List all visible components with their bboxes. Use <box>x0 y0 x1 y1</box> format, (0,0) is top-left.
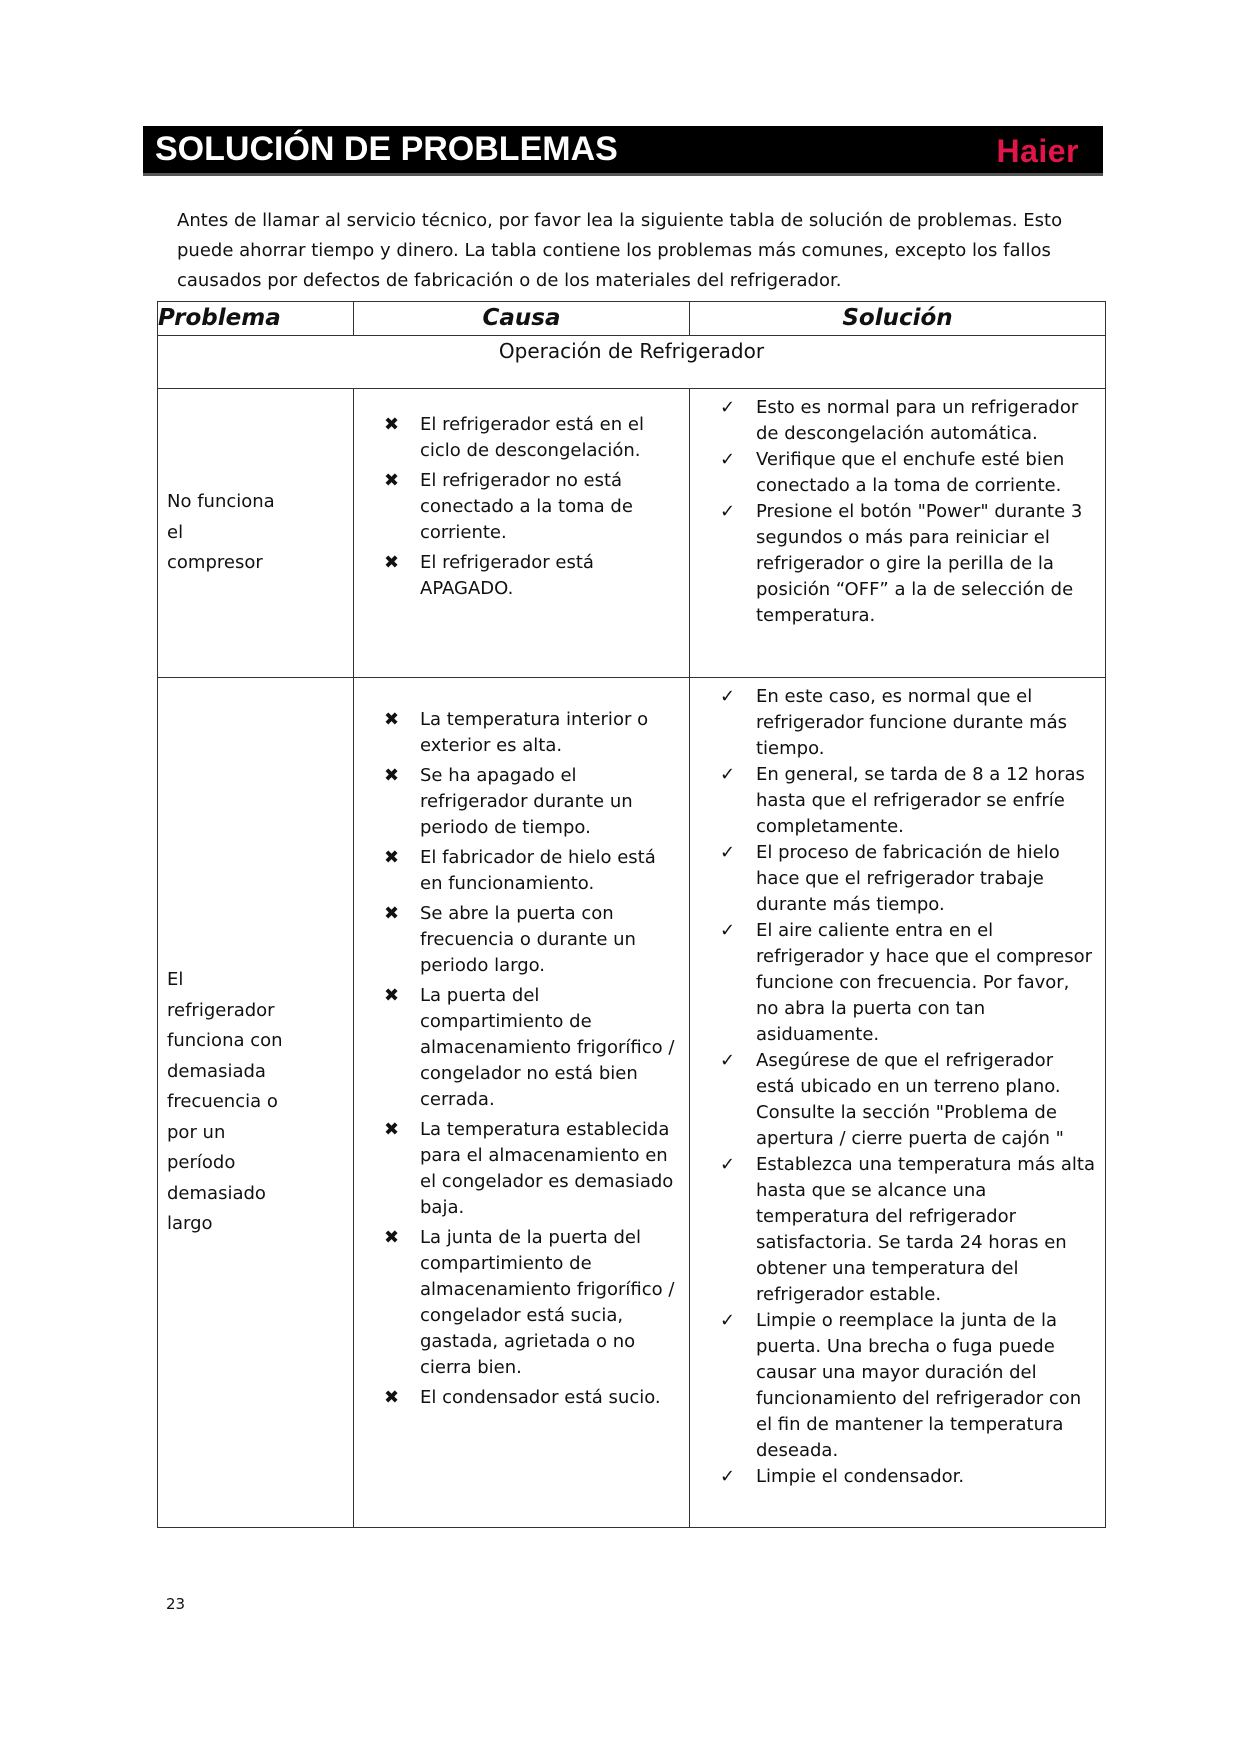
cause-item <box>380 763 681 841</box>
cause-item <box>380 707 681 759</box>
cross-icon: ✖ <box>384 709 400 730</box>
solution-text: Asegúrese de que el refrigerador está ubicado en un terreno plano. Consulte la sección "Problema de apertura / cierre puerta de cajón " <box>756 1050 1064 1149</box>
solution-text: Verifique que el enchufe esté bien conectado a la toma de corriente. <box>756 449 1065 496</box>
table-header-row <box>158 302 1106 336</box>
cause-list <box>380 412 683 602</box>
cause-item <box>380 550 683 602</box>
solution-text: Limpie o reemplace la junta de la puerta. Una brecha o fuga puede causar una mayor duración del funcionamiento del refrigerador con el fin de mantener la temperatura deseada. <box>756 1310 1082 1461</box>
cause-text: El refrigerador está APAGADO. <box>420 552 594 599</box>
solution-text: Esto es normal para un refrigerador de descongelación automática. <box>756 397 1079 444</box>
intro-paragraph: Antes de llamar al servicio técnico, por favor lea la siguiente tabla de solución de problemas. Esto puede ahorrar tiempo y dinero. La tabla contiene los problemas más comunes, excepto los fallos causados por defectos de fabricación o de los materiales del refrigerador. <box>177 210 1063 291</box>
cause-text: Se abre la puerta con frecuencia o durante un periodo largo. <box>420 903 636 976</box>
cause-item <box>380 1225 681 1381</box>
brand-logo: Haier <box>996 133 1079 169</box>
solution-list <box>716 395 1093 629</box>
check-icon: ✓ <box>720 1466 736 1487</box>
cross-icon: ✖ <box>384 552 400 573</box>
check-icon: ✓ <box>720 686 736 707</box>
cause-text: El condensador está sucio. <box>420 1387 661 1408</box>
section-title: Operación de Refrigerador <box>158 336 1106 389</box>
check-icon: ✓ <box>720 842 736 863</box>
problem-cell <box>158 389 354 678</box>
solution-list <box>716 684 1097 1490</box>
solution-text: El aire caliente entra en el refrigerador y hace que el compresor funcione con frecuencia. Por favor, no abra la puerta con tan asiduamente. <box>756 920 1092 1045</box>
cause-text: La temperatura establecida para el almacenamiento en el congelador es demasiado baja. <box>420 1119 674 1218</box>
solution-item <box>716 499 1093 629</box>
cause-item <box>380 1385 681 1411</box>
cause-cell <box>354 678 690 1528</box>
solution-item <box>716 447 1093 499</box>
solution-text: Presione el botón "Power" durante 3 segundos o más para reiniciar el refrigerador o gire la perilla de la posición “OFF” a la de selección de temperatura. <box>756 501 1083 626</box>
header-cause: Causa <box>354 302 690 336</box>
cross-icon: ✖ <box>384 765 400 786</box>
cross-icon: ✖ <box>384 847 400 868</box>
section-header <box>143 126 1103 176</box>
solution-text: El proceso de fabricación de hielo hace que el refrigerador trabaje durante más tiempo. <box>756 842 1060 915</box>
cause-text: La puerta del compartimiento de almacenamiento frigorífico / congelador no está bien cerrada. <box>420 985 675 1110</box>
troubleshooting-table <box>157 301 1106 1528</box>
table-row <box>158 678 1106 1528</box>
problem-text: No funciona el compresor <box>167 491 275 574</box>
cause-text: La temperatura interior o exterior es alta. <box>420 709 649 756</box>
check-icon: ✓ <box>720 1154 736 1175</box>
cause-cell <box>354 389 690 678</box>
cause-item <box>380 845 681 897</box>
problem-cell <box>158 678 354 1528</box>
solution-text: En este caso, es normal que el refrigerador funcione durante más tiempo. <box>756 686 1068 759</box>
cause-item <box>380 901 681 979</box>
check-icon: ✓ <box>720 920 736 941</box>
solution-item <box>716 1152 1097 1308</box>
cause-text: El refrigerador no está conectado a la toma de corriente. <box>420 470 633 543</box>
cause-item <box>380 1117 681 1221</box>
problem-text: El refrigerador funciona con demasiada frecuencia o por un período demasiado largo <box>167 969 283 1235</box>
check-icon: ✓ <box>720 764 736 785</box>
cause-text: El refrigerador está en el ciclo de descongelación. <box>420 414 644 461</box>
cross-icon: ✖ <box>384 414 400 435</box>
cross-icon: ✖ <box>384 1227 400 1248</box>
page-title: SOLUCIÓN DE PROBLEMAS <box>155 130 618 168</box>
check-icon: ✓ <box>720 449 736 470</box>
solution-item <box>716 762 1097 840</box>
check-icon: ✓ <box>720 1050 736 1071</box>
cross-icon: ✖ <box>384 1119 400 1140</box>
section-row <box>158 336 1106 389</box>
solution-item <box>716 1464 1097 1490</box>
solution-item <box>716 684 1097 762</box>
cause-item <box>380 412 683 464</box>
solution-cell <box>690 389 1106 678</box>
table-row <box>158 389 1106 678</box>
check-icon: ✓ <box>720 501 736 522</box>
cause-list <box>380 707 681 1411</box>
solution-text: Establezca una temperatura más alta hasta que se alcance una temperatura del refrigerador satisfactoria. Se tarda 24 horas en obtener una temperatura del refrigerador estable. <box>756 1154 1096 1305</box>
cause-item <box>380 983 681 1113</box>
solution-item <box>716 1048 1097 1152</box>
solution-cell <box>690 678 1106 1528</box>
solution-text: En general, se tarda de 8 a 12 horas hasta que el refrigerador se enfríe completamente. <box>756 764 1085 837</box>
header-solution: Solución <box>690 302 1106 336</box>
check-icon: ✓ <box>720 397 736 418</box>
cross-icon: ✖ <box>384 903 400 924</box>
cause-item <box>380 468 683 546</box>
solution-item <box>716 395 1093 447</box>
page-number: 23 <box>166 1595 186 1613</box>
cross-icon: ✖ <box>384 985 400 1006</box>
cause-text: Se ha apagado el refrigerador durante un periodo de tiempo. <box>420 765 633 838</box>
header-problem: Problema <box>158 302 354 336</box>
solution-text: Limpie el condensador. <box>756 1466 965 1487</box>
cause-text: La junta de la puerta del compartimiento de almacenamiento frigorífico / congelador está sucia, gastada, agrietada o no cierra bien. <box>420 1227 675 1378</box>
cause-text: El fabricador de hielo está en funcionamiento. <box>420 847 656 894</box>
cross-icon: ✖ <box>384 1387 400 1408</box>
solution-item <box>716 918 1097 1048</box>
check-icon: ✓ <box>720 1310 736 1331</box>
cross-icon: ✖ <box>384 470 400 491</box>
solution-item <box>716 1308 1097 1464</box>
solution-item <box>716 840 1097 918</box>
